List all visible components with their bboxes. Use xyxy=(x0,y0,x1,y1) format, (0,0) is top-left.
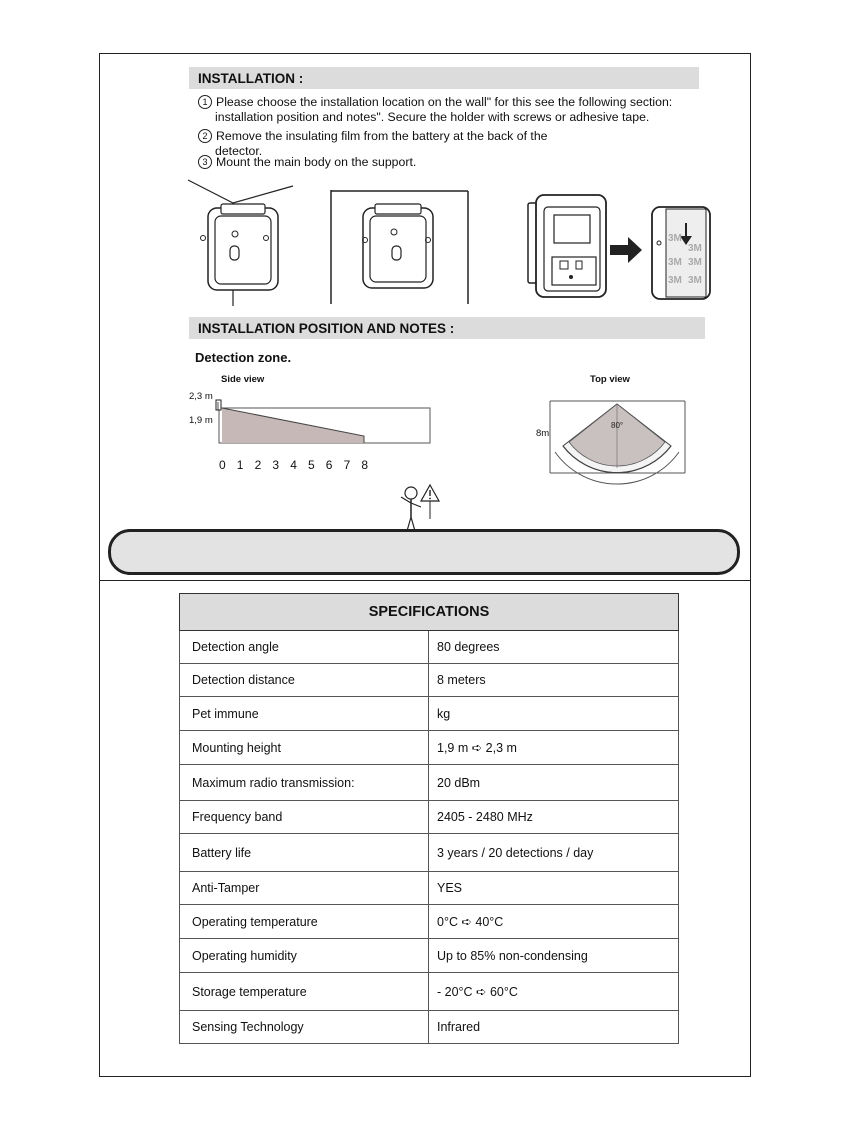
spec-value: 2405 - 2480 MHz xyxy=(429,801,679,834)
side-view-tick-label: 5 xyxy=(308,458,315,472)
spec-label: Storage temperature xyxy=(180,973,429,1011)
spec-label: Operating humidity xyxy=(180,939,429,973)
install-step-1 xyxy=(198,95,672,125)
sticker-label: 3M xyxy=(668,233,682,244)
install-step-3 xyxy=(198,155,416,170)
side-view-tick-label: 1 xyxy=(236,458,244,472)
side-view-tick-label: 0 xyxy=(219,458,226,472)
spec-value: 0°C ➪ 40°C xyxy=(429,905,679,939)
spec-value: 80 degrees xyxy=(429,631,679,664)
sticker-label: 3M xyxy=(688,243,702,254)
side-view-diagram xyxy=(210,398,435,448)
side-view-tick-label: 4 xyxy=(290,458,297,472)
spec-value: YES xyxy=(429,872,679,905)
spec-row xyxy=(180,872,679,905)
sticker-label: 3M xyxy=(668,257,682,268)
spec-row xyxy=(180,905,679,939)
spec-row xyxy=(180,664,679,697)
spec-row xyxy=(180,631,679,664)
spec-row xyxy=(180,939,679,973)
warning-figure-illustration xyxy=(393,483,441,533)
step-text: installation position and notes". Secure the holder with screws or adhesive tape. xyxy=(215,110,650,124)
top-view-diagram xyxy=(545,398,695,488)
spec-value: kg xyxy=(429,697,679,731)
spec-label: Detection angle xyxy=(180,631,429,664)
top-view-distance-label: 8m xyxy=(536,428,550,439)
sticker-label: 3M xyxy=(688,257,702,268)
spec-label: Pet immune xyxy=(180,697,429,731)
spec-value: 8 meters xyxy=(429,664,679,697)
spec-row xyxy=(180,731,679,765)
side-view-title: Side view xyxy=(221,374,265,385)
spec-row xyxy=(180,765,679,801)
sticker-label: 3M xyxy=(688,275,702,286)
spec-label: Maximum radio transmission: xyxy=(180,765,429,801)
spec-value: 20 dBm xyxy=(429,765,679,801)
section-divider xyxy=(99,580,751,581)
side-view-tick-label: 3 xyxy=(272,458,280,472)
spec-value: 3 years / 20 detections / day xyxy=(429,834,679,872)
holder-corner-illustration xyxy=(188,178,298,308)
holder-wall-illustration xyxy=(330,190,470,305)
spec-label: Mounting height xyxy=(180,731,429,765)
side-view-tick-label: 7 xyxy=(343,458,351,472)
spec-value: 1,9 m ➪ 2,3 m xyxy=(429,731,679,765)
height-low-label: 1,9 m xyxy=(189,415,213,426)
spec-value: - 20°C ➪ 60°C xyxy=(429,973,679,1011)
spec-value: Up to 85% non-condensing xyxy=(429,939,679,973)
installation-heading: INSTALLATION : xyxy=(189,67,699,89)
step-text: detector. xyxy=(215,144,263,158)
spec-row xyxy=(180,834,679,872)
spec-row xyxy=(180,1011,679,1044)
spec-label: Detection distance xyxy=(180,664,429,697)
spec-row xyxy=(180,973,679,1011)
warning-banner xyxy=(108,529,740,575)
side-view-tick-label: 2 xyxy=(254,458,262,472)
sticker-label: 3M xyxy=(668,275,682,286)
step-number: 3 xyxy=(198,155,212,169)
spec-label: Operating temperature xyxy=(180,905,429,939)
step-number: 2 xyxy=(198,129,212,143)
spec-row xyxy=(180,697,679,731)
side-view-tick-label: 8 xyxy=(361,458,369,472)
position-notes-heading: INSTALLATION POSITION AND NOTES : xyxy=(189,317,705,339)
step-text: Please choose the installation location on the wall" for this see the following section: xyxy=(216,95,673,109)
spec-label: Anti-Tamper xyxy=(180,872,429,905)
top-view-title: Top view xyxy=(590,374,630,385)
step-number: 1 xyxy=(198,95,212,109)
spec-label: Frequency band xyxy=(180,801,429,834)
top-view-angle-label: 80° xyxy=(611,421,624,430)
side-view-tick-label: 6 xyxy=(325,458,333,472)
spec-value: Infrared xyxy=(429,1011,679,1044)
detection-zone-title: Detection zone. xyxy=(195,350,292,365)
battery-film-illustration xyxy=(528,193,713,303)
specifications-title: SPECIFICATIONS xyxy=(180,594,679,631)
spec-label: Sensing Technology xyxy=(180,1011,429,1044)
spec-row xyxy=(180,801,679,834)
specifications-table xyxy=(179,593,679,1044)
spec-label: Battery life xyxy=(180,834,429,872)
step-text: Mount the main body on the support. xyxy=(216,155,417,169)
step-text: Remove the insulating film from the battery at the back of the xyxy=(216,129,548,143)
height-high-label: 2,3 m xyxy=(189,391,213,402)
